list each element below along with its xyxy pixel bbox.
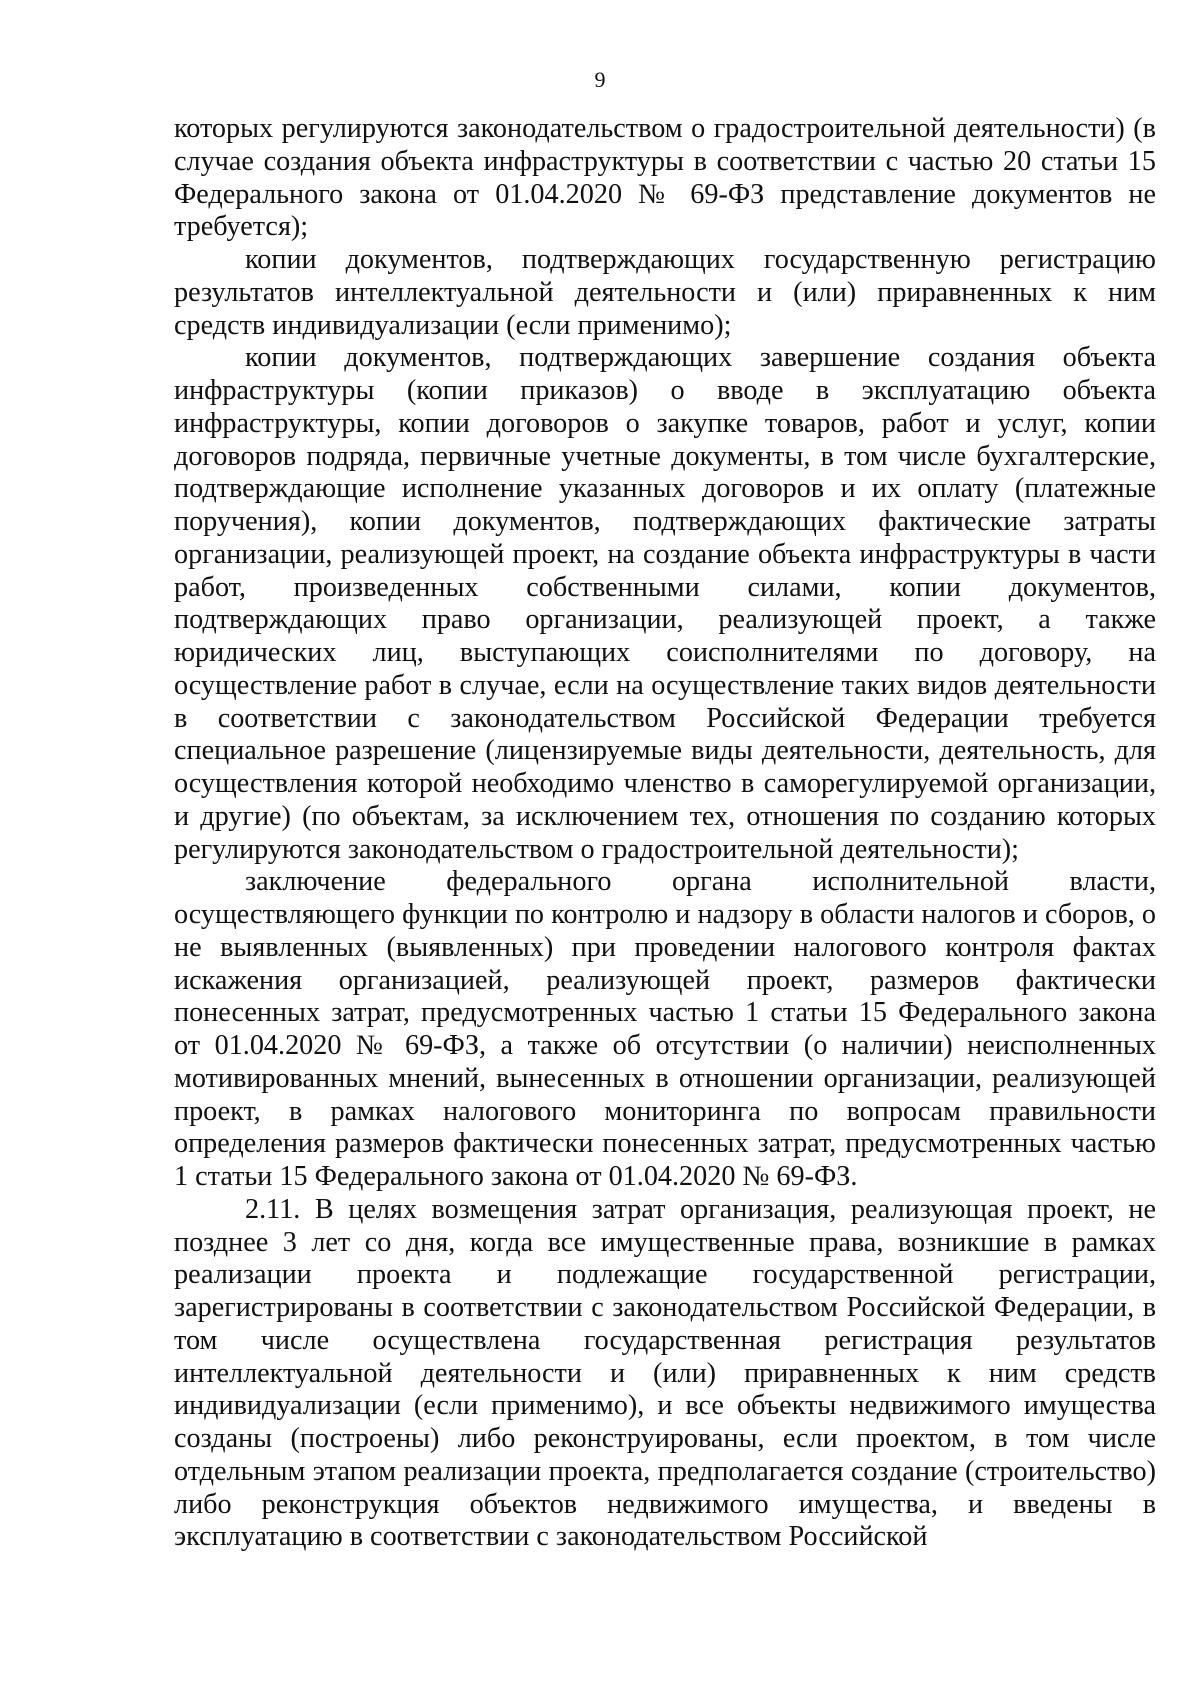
document-body: [174, 113, 1156, 1554]
paragraph-ip-registration-copies: копии документов, подтверждающих государственную регистрацию результатов интеллектуальной деятельности и (или) приравненных к ним средств индивидуализации (если применимо);: [174, 244, 1156, 341]
paragraph-continuation: которых регулируются законодательством о градостроительной деятельности) (в случае создания объекта инфраструктуры в соответствии с частью 20 статьи 15 Федерального закона от 01.04.2020 № 69-ФЗ представление документов не требуется);: [174, 113, 1156, 243]
paragraph-infrastructure-completion-copies: копии документов, подтверждающих завершение создания объекта инфраструктуры (копии приказов) о вводе в эксплуатацию объекта инфраструктуры, копии договоров о закупке товаров, работ и услуг, копии договоров подряда, первичные учетные документы, в том числе бухгалтерские, подтверждающие исполнение указанных договоров и их оплату (платежные поручения), копии документов, подтверждающих фактические затраты организации, реализующей проект, на создание объекта инфраструктуры в части работ, произведенных собственными силами, копии документов, подтверждающих право организации, реализующей проект, а также юридических лиц, выступающих соисполнителями по договору, на осуществление работ в случае, если на осуществление таких видов деятельности в соответствии с законодательством Российской Федерации требуется специальное разрешение (лицензируемые виды деятельности, деятельность, для осуществления которой необходимо членство в саморегулируемой организации, и другие) (по объектам, за исключением тех, отношения по созданию которых регулируются законодательством о градостроительной деятельности);: [174, 342, 1156, 865]
paragraph-section-2-11: 2.11. В целях возмещения затрат организация, реализующая проект, не позднее 3 лет со дня, когда все имущественные права, возникшие в рамках реализации проекта и подлежащие государственной регистрации, зарегистрированы в соответствии с законодательством Российской Федерации, в том числе осуществлена государственная регистрация результатов интеллектуальной деятельности и (или) приравненных к ним средств индивидуализации (если применимо), и все объекты недвижимого имущества созданы (построены) либо реконструированы, если проектом, в том числе отдельным этапом реализации проекта, предполагается создание (строительство) либо реконструкция объектов недвижимого имущества, и введены в эксплуатацию в соответствии с законодательством Российской: [174, 1193, 1156, 1553]
paragraph-tax-authority-conclusion: заключение федерального органа исполнительной власти, осуществляющего функции по контролю и надзору в области налогов и сборов, о не выявленных (выявленных) при проведении налогового контроля фактах искажения организацией, реализующей проект, размеров фактически понесенных затрат, предусмотренных частью 1 статьи 15 Федерального закона от 01.04.2020 № 69-ФЗ, а также об отсутствии (о наличии) неисполненных мотивированных мнений, вынесенных в отношении организации, реализующей проект, в рамках налогового мониторинга по вопросам правильности определения размеров фактически понесенных затрат, предусмотренных частью 1 статьи 15 Федерального закона от 01.04.2020 № 69-ФЗ.: [174, 866, 1156, 1192]
page-number: 9: [594, 67, 606, 92]
